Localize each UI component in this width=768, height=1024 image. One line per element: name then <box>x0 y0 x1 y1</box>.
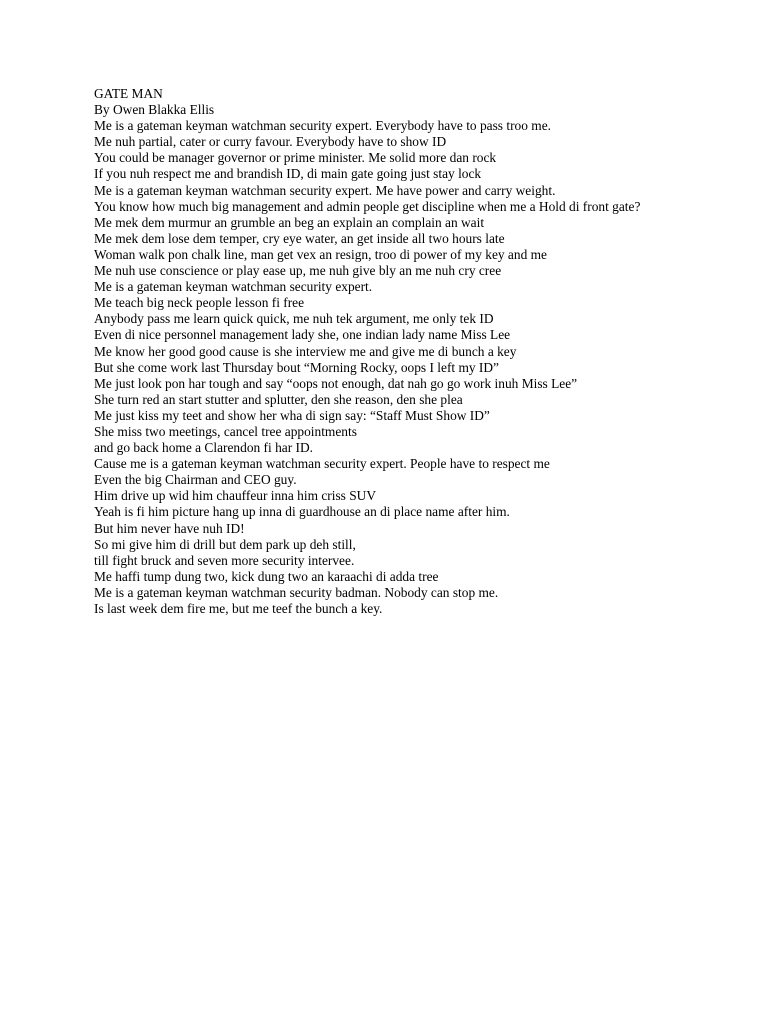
poem-line: Cause me is a gateman keyman watchman security expert. People have to respect me <box>94 456 550 472</box>
poem-line: Me haffi tump dung two, kick dung two an karaachi di adda tree <box>94 568 439 584</box>
poem-line: Me nuh use conscience or play ease up, me nuh give bly an me nuh cry cree <box>94 263 502 279</box>
poem-line: Even the big Chairman and CEO guy. <box>94 472 297 488</box>
poem-line: Me is a gateman keyman watchman security expert. <box>94 279 373 295</box>
poem-line: Me just look pon har tough and say “oops not enough, dat nah go go work inuh Miss Lee” <box>94 375 578 391</box>
poem-line: Woman walk pon chalk line, man get vex an resign, troo di power of my key and me <box>94 246 547 262</box>
poem-line: Me is a gateman keyman watchman security expert. Everybody have to pass troo me. <box>94 118 551 134</box>
poem-line: But she come work last Thursday bout “Morning Rocky, oops I left my ID” <box>94 359 500 375</box>
poem-line: Me is a gateman keyman watchman security expert. Me have power and carry weight. <box>94 182 556 198</box>
poem-line: and go back home a Clarendon fi har ID. <box>94 440 314 456</box>
poem-line: Even di nice personnel management lady she, one indian lady name Miss Lee <box>94 327 511 343</box>
poem-line: Me teach big neck people lesson fi free <box>94 295 305 311</box>
poem-line: She miss two meetings, cancel tree appointments <box>94 423 357 439</box>
poem-line: Me just kiss my teet and show her wha di sign say: “Staff Must Show ID” <box>94 407 490 423</box>
poem-line: But him never have nuh ID! <box>94 520 245 536</box>
poem-line: You know how much big management and admin people get discipline when me a Hold di front gate? <box>94 198 641 214</box>
poem-line: till fight bruck and seven more security intervee. <box>94 552 355 568</box>
poem-byline: By Owen Blakka Ellis <box>94 102 215 118</box>
poem-line: Me nuh partial, cater or curry favour. Everybody have to show ID <box>94 134 447 150</box>
poem-line: You could be manager governor or prime minister. Me solid more dan rock <box>94 150 497 166</box>
poem-line: If you nuh respect me and brandish ID, di main gate going just stay lock <box>94 166 482 182</box>
poem-line: She turn red an start stutter and splutter, den she reason, den she plea <box>94 391 463 407</box>
poem-line: Me mek dem murmur an grumble an beg an explain an complain an wait <box>94 214 485 230</box>
poem-line: Is last week dem fire me, but me teef the bunch a key. <box>94 601 383 616</box>
poem-line: Me is a gateman keyman watchman security badman. Nobody can stop me. <box>94 584 499 600</box>
poem-line: Me mek dem lose dem temper, cry eye water, an get inside all two hours late <box>94 230 505 246</box>
poem-line: So mi give him di drill but dem park up deh still, <box>94 536 356 552</box>
poem-line: Me know her good good cause is she interview me and give me di bunch a key <box>94 343 517 359</box>
poem-line: Anybody pass me learn quick quick, me nuh tek argument, me only tek ID <box>94 311 494 327</box>
poem-title: GATE MAN <box>94 86 163 101</box>
poem-line: Him drive up wid him chauffeur inna him criss SUV <box>94 488 377 504</box>
poem-line: Yeah is fi him picture hang up inna di guardhouse an di place name after him. <box>94 504 510 520</box>
poem-body <box>94 86 724 617</box>
